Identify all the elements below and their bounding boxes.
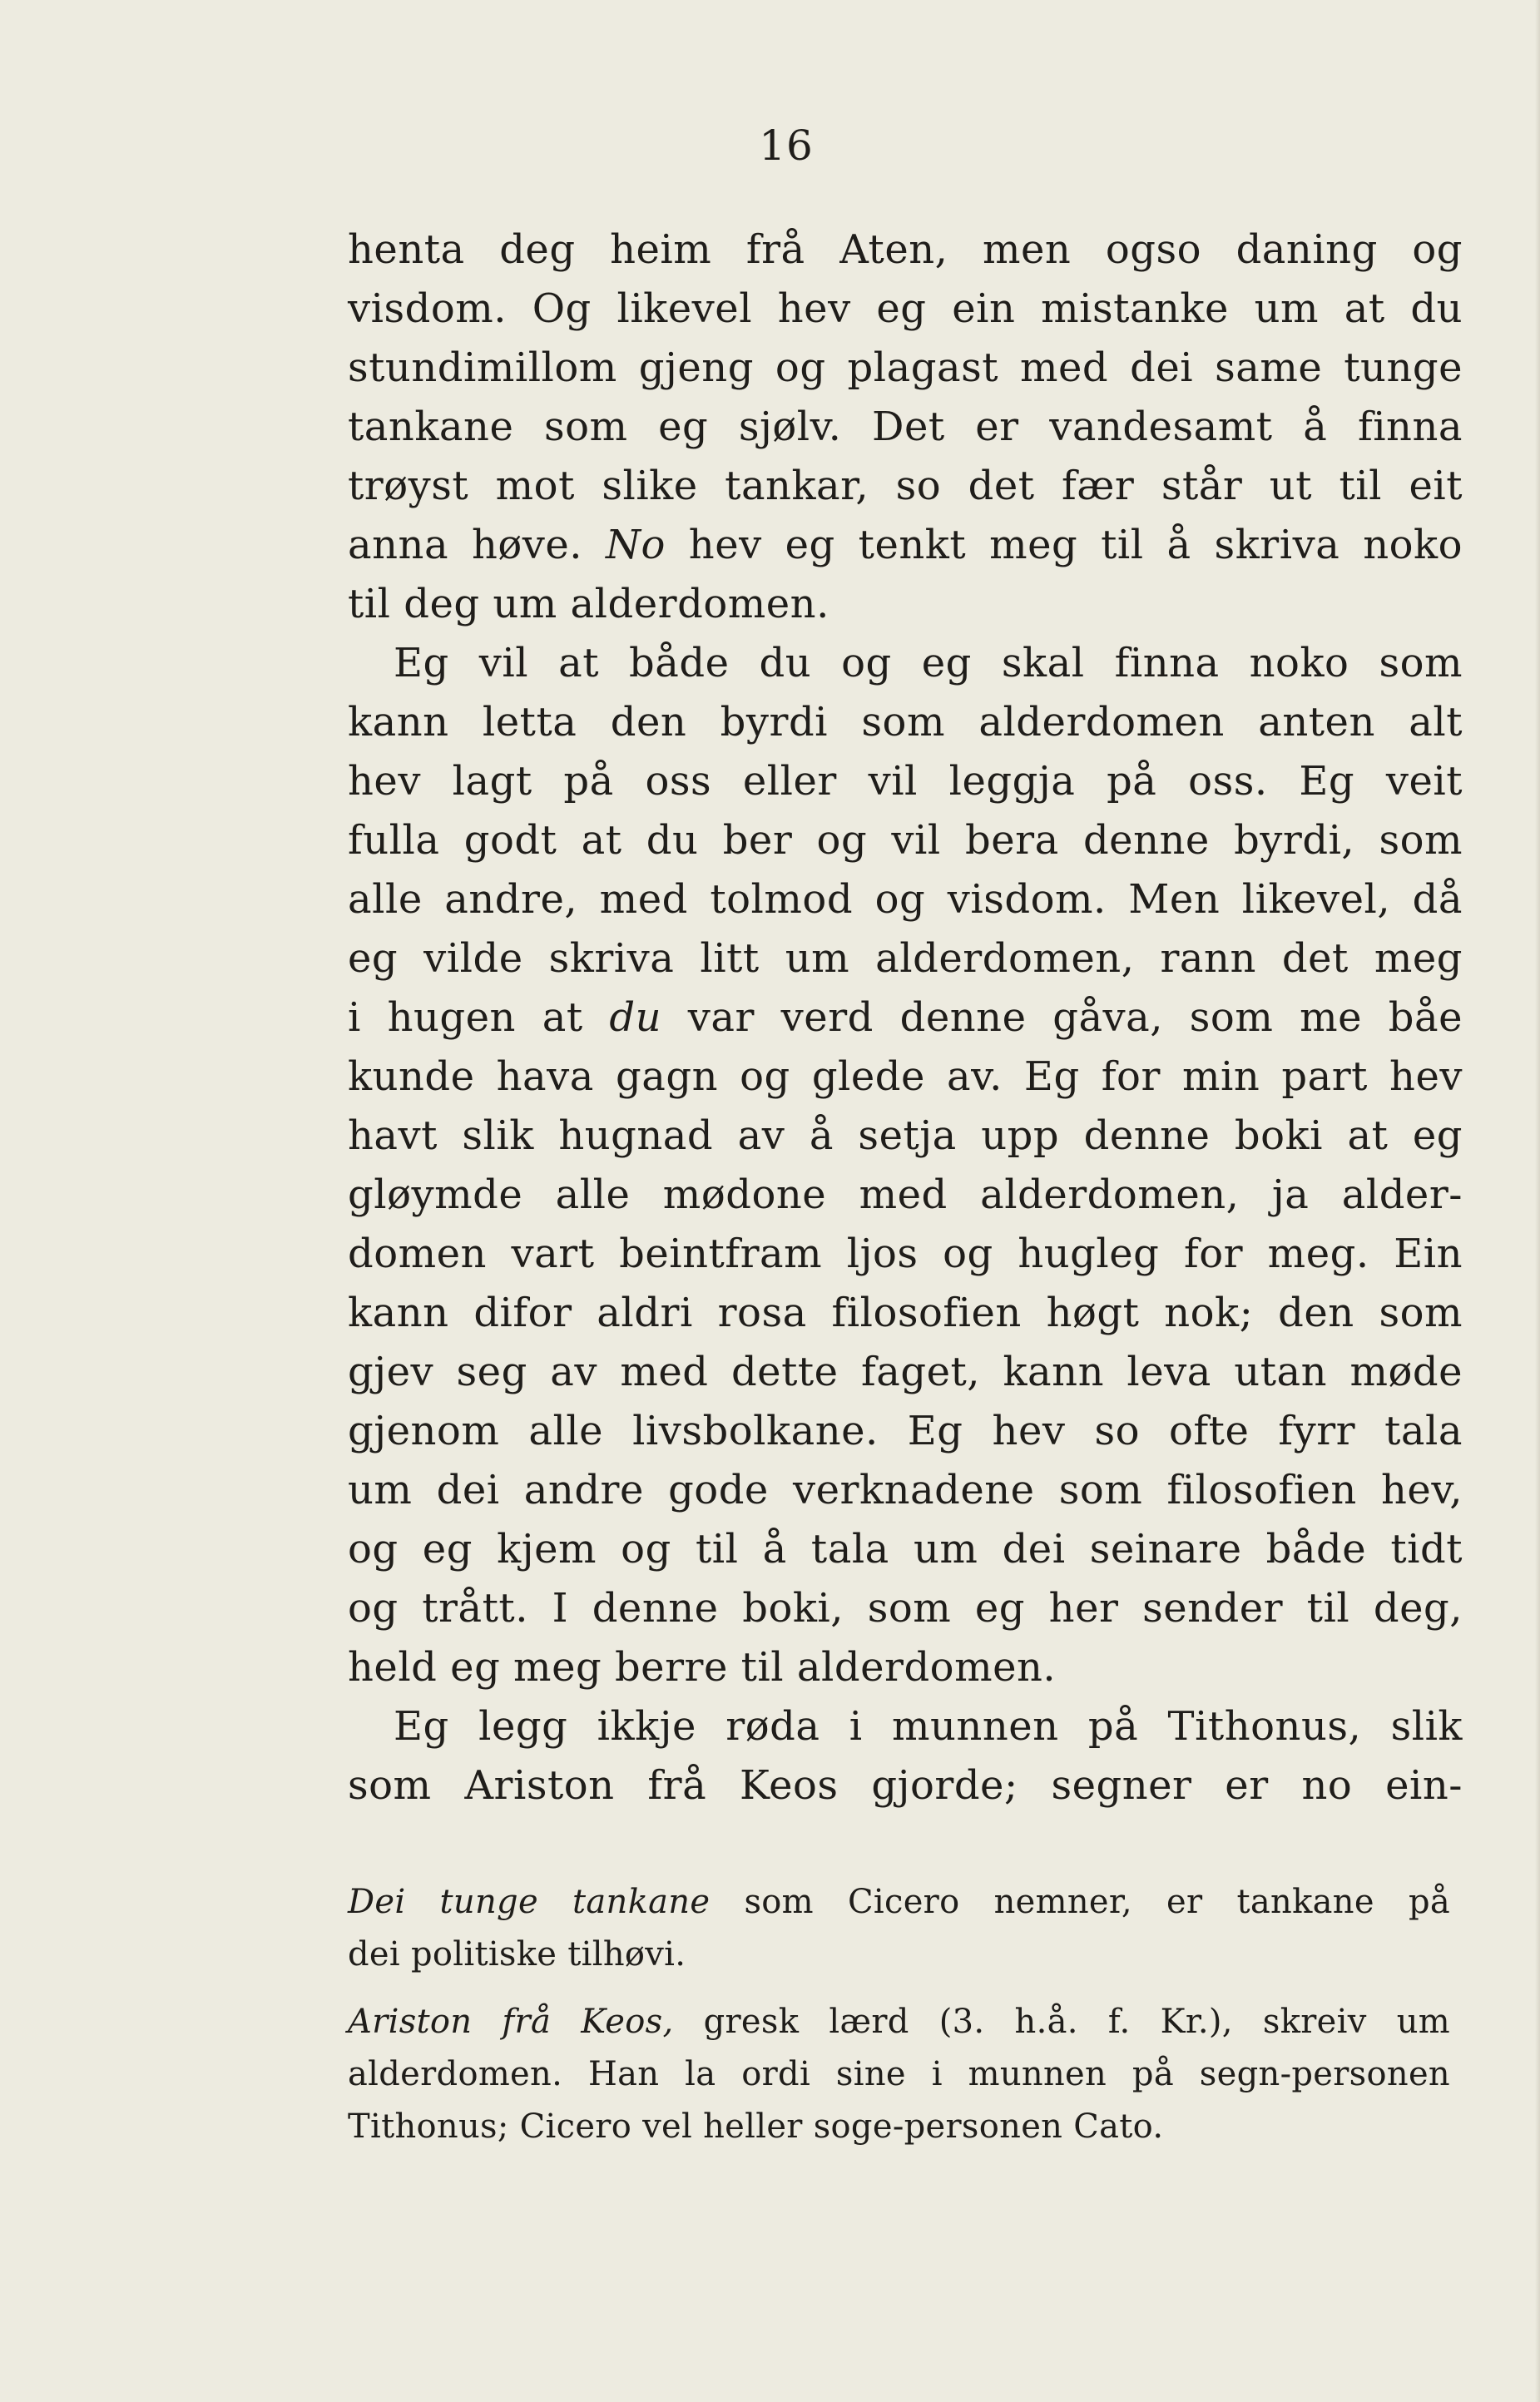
footnote-line bbox=[348, 1876, 1450, 1929]
footnote bbox=[348, 1876, 1450, 1981]
text-line: eg vilde skriva litt um alderdomen, rann det meg bbox=[348, 935, 1463, 982]
page-edge-shadow bbox=[1535, 0, 1540, 2402]
footnote-line: alderdomen. Han la ordi sine i munnen på segn-personen bbox=[348, 2055, 1450, 2093]
body-text bbox=[348, 220, 1463, 1815]
text-line: gjenom alle livsbolkane. Eg hev so ofte fyrr tala bbox=[348, 1408, 1463, 1454]
text-line: stundimillom gjeng og plagast med dei same tunge bbox=[348, 344, 1463, 391]
text-line: held eg meg berre til alderdomen. bbox=[348, 1644, 1057, 1691]
text-segment: anna høve. bbox=[348, 522, 606, 568]
text-line: tankane som eg sjølv. Det er vandesamt å finna bbox=[348, 404, 1463, 450]
text-segment: i hugen at bbox=[348, 994, 610, 1041]
italic-word: du bbox=[609, 994, 661, 1041]
footnote-line: Tithonus; Cicero vel heller soge-personen Cato. bbox=[348, 2107, 1164, 2146]
text-line: um dei andre gode verknadene som filosofien hev, bbox=[348, 1467, 1463, 1513]
text-line: fulla godt at du ber og vil bera denne byrdi, som bbox=[348, 817, 1463, 864]
text-line: og trått. I denne boki, som eg her sender til deg, bbox=[348, 1585, 1463, 1632]
text-line: domen vart beintfram ljos og hugleg for meg. Ein bbox=[348, 1231, 1463, 1277]
text-line bbox=[348, 516, 1463, 575]
text-line: havt slik hugnad av å setja upp denne boki at eg bbox=[348, 1112, 1463, 1159]
text-line: Eg legg ikkje røda i munnen på Tithonus, slik bbox=[394, 1703, 1463, 1750]
text-line: kunde hava gagn og glede av. Eg for min part hev bbox=[348, 1053, 1463, 1100]
page-number: 16 bbox=[759, 121, 814, 170]
text-line: kann difor aldri rosa filosofien høgt nok; den som bbox=[348, 1290, 1463, 1336]
footnotes bbox=[348, 1876, 1450, 2153]
footnote-spacer bbox=[348, 1981, 1450, 1996]
footnote bbox=[348, 1996, 1450, 2153]
text-segment: hev eg tenkt meg til å skriva noko bbox=[665, 522, 1463, 568]
text-line: som Ariston frå Keos gjorde; segner er no ein- bbox=[348, 1762, 1463, 1809]
italic-word: No bbox=[605, 522, 666, 568]
text-line bbox=[348, 988, 1463, 1047]
footnote-line bbox=[348, 1996, 1450, 2048]
text-line: og eg kjem og til å tala um dei seinare både tidt bbox=[348, 1526, 1463, 1572]
footnote-text: som Cicero nemner, er tankane på bbox=[710, 1883, 1450, 1921]
text-line: gløymde alle mødone med alderdomen, ja alder- bbox=[348, 1171, 1463, 1218]
text-line: gjev seg av med dette faget, kann leva utan møde bbox=[348, 1349, 1463, 1395]
text-line: visdom. Og likevel hev eg ein mistanke um at du bbox=[348, 285, 1463, 332]
text-segment: var verd denne gåva, som me båe bbox=[661, 994, 1463, 1041]
text-line: hev lagt på oss eller vil leggja på oss. Eg veit bbox=[348, 758, 1463, 805]
text-line: Eg vil at både du og eg skal finna noko som bbox=[394, 640, 1463, 686]
footnote-term: Ariston frå Keos, bbox=[348, 2003, 674, 2041]
text-line: trøyst mot slike tankar, so det fær står ut til eit bbox=[348, 463, 1463, 509]
footnote-term: Dei tunge tankane bbox=[348, 1883, 711, 1921]
text-line: henta deg heim frå Aten, men ogso daning og bbox=[348, 226, 1463, 273]
text-line: alle andre, med tolmod og visdom. Men likevel, då bbox=[348, 876, 1463, 923]
text-line: til deg um alderdomen. bbox=[348, 581, 829, 627]
text-line: kann letta den byrdi som alderdomen anten alt bbox=[348, 699, 1463, 745]
footnote-line: dei politiske tilhøvi. bbox=[348, 1935, 686, 1974]
footnote-text: gresk lærd (3. h.å. f. Kr.), skreiv um bbox=[673, 2003, 1451, 2041]
